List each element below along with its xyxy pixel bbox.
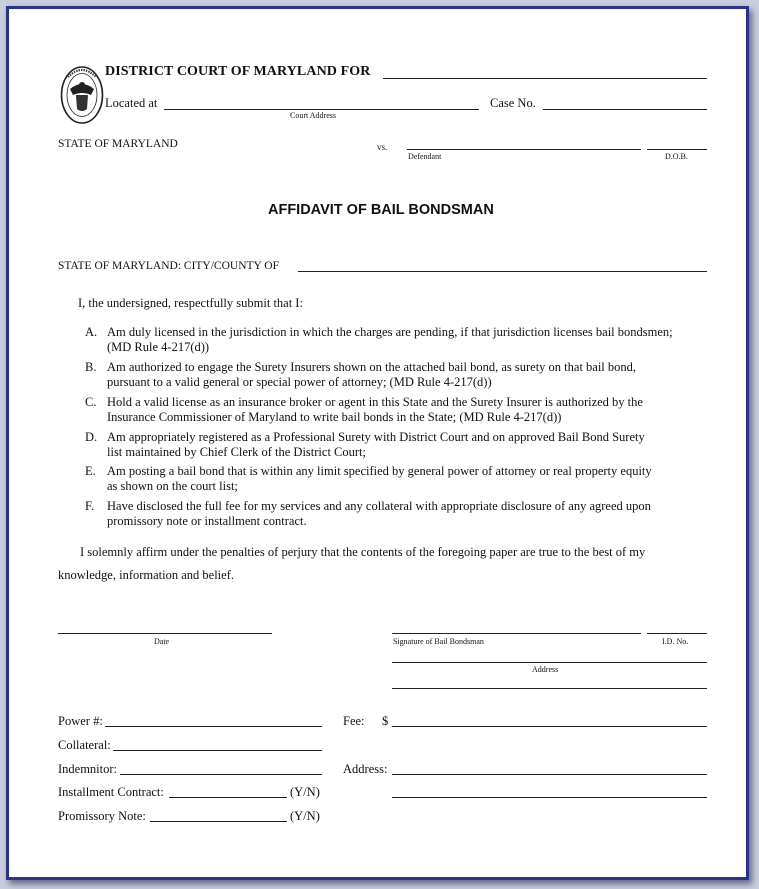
case-no-label: Case No. bbox=[490, 96, 536, 110]
located-at-label: Located at bbox=[105, 96, 158, 110]
signature-field[interactable] bbox=[392, 633, 641, 634]
court-address-field[interactable] bbox=[164, 109, 479, 110]
item-text: (MD Rule 4-217(d)) bbox=[107, 340, 210, 354]
item-letter: A. bbox=[85, 325, 98, 339]
intro-text: I, the undersigned, respectfully submit that I: bbox=[78, 296, 303, 310]
item-text: Hold a valid license as an insurance broker or agent in this State and the Surety Insurer is authorized by the bbox=[107, 395, 643, 409]
dob-caption: D.O.B. bbox=[665, 152, 688, 161]
address-label: Address: bbox=[343, 762, 388, 776]
id-no-field[interactable] bbox=[647, 633, 707, 634]
item-letter: F. bbox=[85, 499, 95, 513]
city-county-field[interactable] bbox=[298, 271, 707, 272]
item-text: as shown on the court list; bbox=[107, 479, 238, 493]
item-text: Have disclosed the full fee for my services and any collateral with appropriate disclosure of any agreed upon bbox=[107, 499, 651, 513]
item-letter: C. bbox=[85, 395, 97, 409]
court-county-field[interactable] bbox=[383, 78, 707, 79]
court-seal-icon bbox=[60, 65, 104, 125]
item-text: Insurance Commissioner of Maryland to write bail bonds in the State; (MD Rule 4-217(d)) bbox=[107, 410, 562, 424]
date-caption: Date bbox=[154, 637, 170, 646]
collateral-field[interactable] bbox=[113, 750, 322, 751]
defendant-caption: Defendant bbox=[408, 152, 442, 161]
fee-label: Fee: bbox=[343, 714, 365, 728]
bondsman-address-field[interactable] bbox=[392, 662, 707, 663]
power-field[interactable] bbox=[105, 726, 322, 727]
item-text: Am authorized to engage the Surety Insurers shown on the attached bail bond, as surety on that bail bond, bbox=[107, 360, 637, 374]
defendant-field[interactable] bbox=[407, 149, 641, 150]
affirmation-text: I solemnly affirm under the penalties of perjury that the contents of the foregoing paper are true to the best of my bbox=[80, 545, 646, 559]
item-text: Am appropriately registered as a Professional Surety with District Court and on approved Bail Bond Surety bbox=[107, 430, 645, 444]
installment-label: Installment Contract: bbox=[58, 785, 164, 799]
state-label: STATE OF MARYLAND bbox=[58, 138, 178, 150]
promissory-yn: (Y/N) bbox=[290, 809, 320, 823]
address-field[interactable] bbox=[392, 774, 707, 775]
indemnitor-label: Indemnitor: bbox=[58, 762, 118, 776]
address-field-2[interactable] bbox=[392, 797, 707, 798]
item-text: promissory note or installment contract. bbox=[107, 514, 307, 528]
address-caption: Address bbox=[532, 665, 559, 674]
date-field[interactable] bbox=[58, 633, 272, 634]
court-address-caption: Court Address bbox=[290, 111, 336, 120]
court-title: DISTRICT COURT OF MARYLAND FOR bbox=[105, 64, 371, 79]
item-text: Am posting a bail bond that is within any limit specified by general power of attorney or real property equity bbox=[107, 464, 652, 478]
document-page bbox=[6, 6, 749, 880]
item-text: list maintained by Chief Clerk of the District Court; bbox=[107, 445, 366, 459]
bondsman-address-field-2[interactable] bbox=[392, 688, 707, 689]
item-text: Am duly licensed in the jurisdiction in which the charges are pending, if that jurisdiction licenses bail bondsmen; bbox=[107, 325, 673, 339]
dob-field[interactable] bbox=[647, 149, 707, 150]
item-letter: D. bbox=[85, 430, 98, 444]
power-label: Power #: bbox=[58, 714, 103, 728]
fee-field[interactable] bbox=[392, 726, 707, 727]
item-letter: E. bbox=[85, 464, 96, 478]
collateral-label: Collateral: bbox=[58, 738, 111, 752]
installment-yn: (Y/N) bbox=[290, 785, 320, 799]
installment-field[interactable] bbox=[169, 797, 287, 798]
form-title: AFFIDAVIT OF BAIL BONDSMAN bbox=[268, 202, 494, 218]
vs-label: vs. bbox=[377, 142, 388, 152]
case-no-field[interactable] bbox=[543, 109, 707, 110]
affirmation-text: knowledge, information and belief. bbox=[58, 568, 234, 582]
dollar-sign: $ bbox=[382, 714, 389, 728]
item-text: pursuant to a valid general or special power of attorney; (MD Rule 4-217(d)) bbox=[107, 375, 492, 389]
promissory-field[interactable] bbox=[150, 821, 287, 822]
id-no-caption: I.D. No. bbox=[662, 637, 689, 646]
signature-caption: Signature of Bail Bondsman bbox=[393, 637, 484, 646]
promissory-label: Promissory Note: bbox=[58, 809, 146, 823]
venue-label: STATE OF MARYLAND: CITY/COUNTY OF bbox=[58, 260, 279, 272]
item-letter: B. bbox=[85, 360, 97, 374]
indemnitor-field[interactable] bbox=[120, 774, 322, 775]
